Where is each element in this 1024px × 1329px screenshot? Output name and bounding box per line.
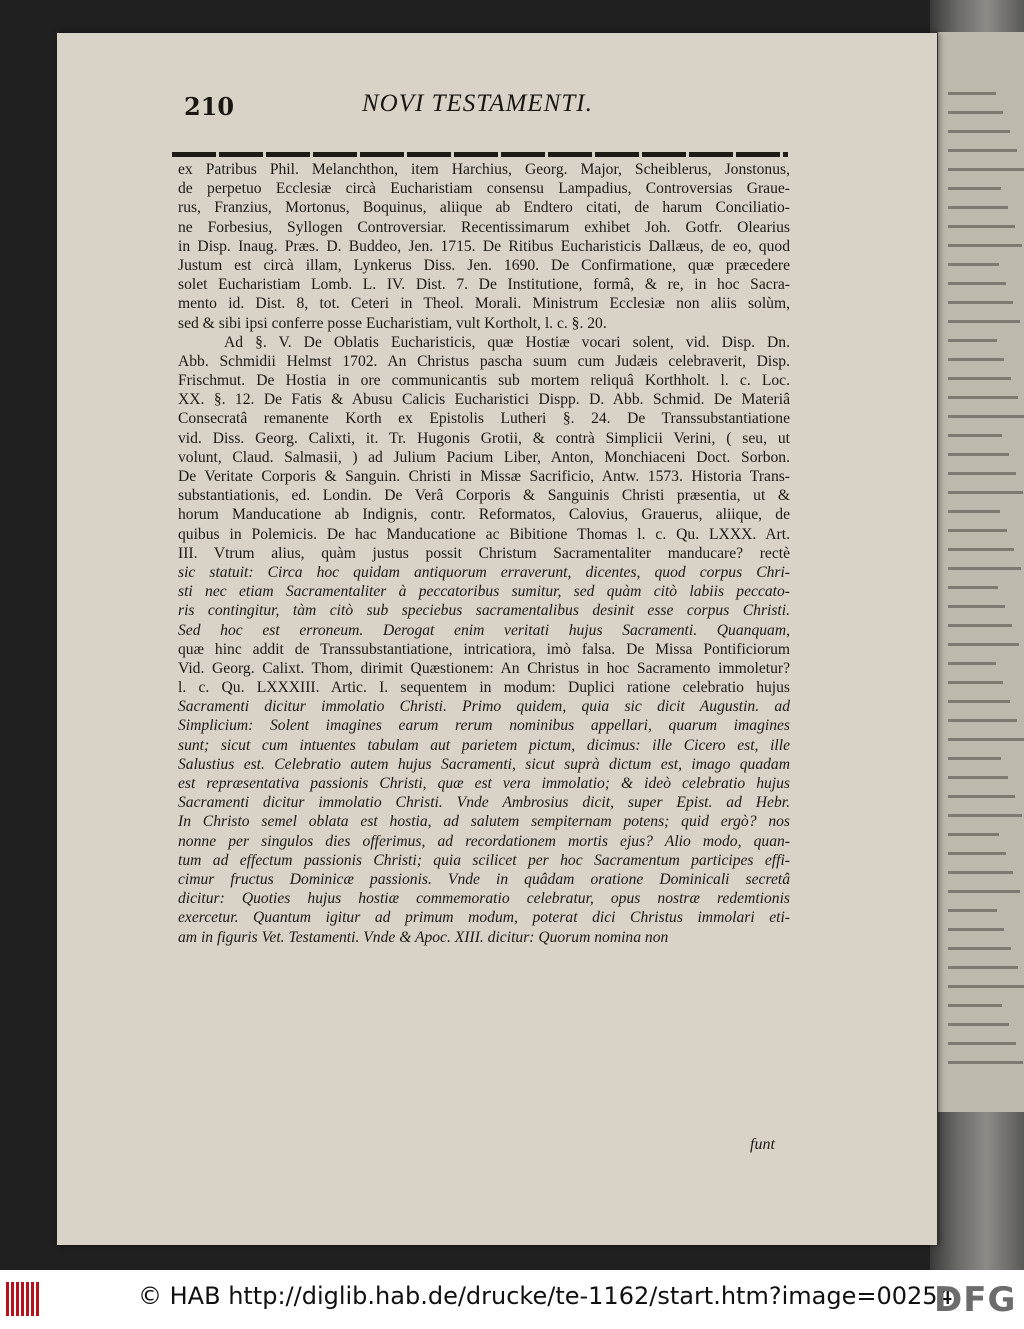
text-line: de perpetuo Ecclesiæ circà Eucharistiam consensu Lampadius, Controversias Graue-: [178, 180, 790, 198]
adjacent-page-line: [948, 966, 1018, 969]
adjacent-page-line: [948, 605, 1005, 608]
adjacent-page-line: [948, 681, 1003, 684]
text-line: III. Vtrum alius, quàm justus possit Christum Sacramentaliter manducare? rectè: [178, 544, 790, 562]
text-line: sti nec etiam Sacramentaliter à peccatoribus sumitur, sed quàm citò labiis peccato-: [178, 583, 790, 601]
adjacent-page-line: [948, 225, 1015, 228]
adjacent-page-line: [948, 567, 1021, 570]
adjacent-page-line: [948, 947, 1011, 950]
text-line: ex Patribus Phil. Melanchthon, item Harchius, Georg. Major, Scheiblerus, Jonstonus,: [178, 161, 790, 178]
hab-logo-bar: [6, 1282, 9, 1316]
hab-logo-bar: [21, 1282, 24, 1316]
text-line: Simplicium: Solent imagines earum rerum nominibus appellari, quarum imagines: [178, 717, 790, 735]
adjacent-page-line: [948, 776, 1008, 779]
adjacent-page-line: [948, 1004, 1002, 1007]
text-line: tum ad effectum passionis Christi; quia scilicet per hoc Sacramentum participes effi-: [178, 851, 790, 869]
adjacent-page-line: [948, 263, 999, 266]
adjacent-page-line: [948, 301, 1013, 304]
text-line: Consecratâ remanente Korth ex Epistolis Lutheri §. 24. De Transsubstantiatione: [178, 410, 790, 428]
text-line: quæ hinc addit de Transsubstantiatione, intricatiora, imò falsa. De Missa Pontificiorum: [178, 640, 790, 658]
adjacent-page-line: [948, 320, 1020, 323]
adjacent-page-line: [948, 472, 1016, 475]
text-line: ne Forbesius, Syllogen Controversiar. Recentissimarum exhibet Joh. Gotfr. Olearius: [178, 218, 790, 236]
dfg-logo[interactable]: DFG: [934, 1280, 1017, 1320]
adjacent-page-line: [948, 719, 1017, 722]
hab-logo-bar: [26, 1282, 29, 1316]
adjacent-page-line: [948, 890, 1020, 893]
hab-logo-bar: [36, 1282, 39, 1316]
text-line: rus, Franzius, Mortonus, Boquinus, aliique ab Endtero citati, de harum Conciliatio-: [178, 199, 790, 217]
adjacent-page-line: [948, 852, 1006, 855]
adjacent-page-line: [948, 339, 997, 342]
adjacent-page-line: [948, 700, 1010, 703]
text-line: Justum est circà illam, Lynkerus Diss. Jen. 1690. De Confirmatione, quæ præcedere: [178, 256, 790, 274]
text-line: vid. Diss. Georg. Calixti, it. Tr. Hugonis Grotii, & contrà Simplicii Verini, ( seu, ut: [178, 429, 790, 447]
adjacent-page-line: [948, 358, 1004, 361]
text-line: Sed hoc est erroneum. Derogat enim veritati hujus Sacramenti. Quanquam,: [178, 621, 790, 639]
adjacent-page-line: [948, 111, 1003, 114]
adjacent-page-line: [948, 396, 1018, 399]
text-line: In Christo semel oblata est hostia, ad salutem sempiternam potens; quid ergò? nos: [178, 813, 790, 831]
text-line: exercetur. Quantum igitur ad primum modum, poterat dici Christus immolari eti-: [178, 909, 790, 927]
adjacent-page-line: [948, 1061, 1023, 1064]
adjacent-page-line: [948, 738, 1024, 741]
adjacent-page-line: [948, 624, 1012, 627]
adjacent-page-line: [948, 92, 996, 95]
page-header: [172, 88, 792, 128]
text-line: in Disp. Inaug. Præs. D. Buddeo, Jen. 1715. De Ritibus Eucharisticis Dallæus, de eo, quod: [178, 237, 790, 255]
hab-logo-bar: [11, 1282, 14, 1316]
text-line: Abb. Schmidii Helmst 1702. An Christus pascha suum cum Judæis celebraverit, Disp.: [178, 352, 790, 370]
text-line: solet Eucharistiam Lomb. L. IV. Dist. 7. De Institutione, formâ, & re, in hoc Sacra-: [178, 276, 790, 294]
adjacent-page-line: [948, 282, 1006, 285]
text-line: mento id. Dist. 8, tot. Ceteri in Theol. Morali. Ministrum Ecclesiæ non aliis solùm,: [178, 295, 790, 313]
adjacent-page-line: [948, 206, 1008, 209]
text-line: substantiationis, ed. Londin. De Verâ Corporis & Sanguinis Christi præsentia, ut &: [178, 487, 790, 505]
viewer-footer: [0, 1270, 1024, 1329]
adjacent-page-line: [948, 149, 1017, 152]
adjacent-page-line: [948, 586, 998, 589]
running-head: NOVI TESTAMENTI.: [362, 90, 593, 117]
text-line: horum Manducatione ab Indignis, contr. Reformatos, Calovius, Grauerus, aliique, de: [178, 506, 790, 524]
adjacent-page-line: [948, 833, 999, 836]
text-line: volunt, Claud. Salmasii, ) ad Julium Pacium Liber, Anton, Monchiaceni Doct. Sorbon.: [178, 448, 790, 466]
adjacent-page-line: [948, 168, 1024, 171]
text-line: XX. §. 12. De Fatis & Abusu Calicis Eucharistici Dispp. D. Abb. Schmid. De Materiâ: [178, 391, 790, 409]
adjacent-page-line: [948, 909, 997, 912]
header-rule: [172, 152, 788, 157]
adjacent-page-line: [948, 757, 1001, 760]
adjacent-page-line: [948, 453, 1009, 456]
page-number: 210: [184, 92, 235, 121]
text-line: cimur fructus Dominicæ passionis. Vnde in quâdam oratione Dominicali secretâ: [178, 870, 790, 888]
adjacent-page-line: [948, 814, 1022, 817]
hab-logo-icon[interactable]: [6, 1282, 44, 1316]
text-line: sed & sibi ipsi conferre posse Eucharistiam, vult Kortholt, l. c. §. 20.: [178, 314, 607, 332]
adjacent-page-line: [948, 643, 1019, 646]
text-line: quibus in Polemicis. De hac Manducatione ac Bibitione Thomas l. c. Qu. LXXX. Art.: [178, 525, 790, 543]
adjacent-page-line: [948, 415, 1024, 418]
text-line: am in figuris Vet. Testamenti. Vnde & Apoc. XIII. dicitur: Quorum nomina non: [178, 928, 669, 946]
adjacent-page-line: [948, 1042, 1016, 1045]
body-text: [178, 160, 790, 947]
adjacent-page-line: [948, 928, 1004, 931]
adjacent-page-line: [948, 548, 1014, 551]
adjacent-page-line: [948, 434, 1002, 437]
adjacent-page-line: [948, 662, 996, 665]
adjacent-page-line: [948, 377, 1011, 380]
text-line: ris contingitur, tàm citò sub speciebus sacramentalibus desinit esse corpus Christi.: [178, 602, 790, 620]
text-line: Sacramenti dicitur immolatio Christi. Vnde Ambrosius dicit, super Epist. ad Hebr.: [178, 794, 790, 812]
hab-logo-bar: [31, 1282, 34, 1316]
adjacent-page-line: [948, 795, 1015, 798]
text-line: nonne per singulos dies offerimus, ad recordationem mortis ejus? Alio modo, quan-: [178, 832, 790, 850]
source-credit-link[interactable]: © HAB http://diglib.hab.de/drucke/te-1162/start.htm?image=00254: [138, 1282, 953, 1310]
text-line: Vid. Georg. Calixt. Thom, dirimit Quæstionem: An Christus in hoc Sacramento immoletur?: [178, 659, 790, 677]
adjacent-page-edge: [938, 32, 1024, 1112]
text-line: est repræsentativa passionis Christi, quæ est vera immolatio; & ideò celebratio hujus: [178, 775, 790, 792]
text-line: l. c. Qu. LXXXIII. Artic. I. sequentem in modum: Duplici ratione celebratio hujus: [178, 679, 790, 697]
adjacent-page-line: [948, 244, 1022, 247]
adjacent-page-line: [948, 871, 1013, 874]
adjacent-page-line: [948, 187, 1001, 190]
catchword: funt: [750, 1136, 775, 1153]
adjacent-page-line: [948, 510, 1000, 513]
text-line: Frischmut. De Hostia in ore communicantis sub mortem reliquâ Korthholt. l. c. Loc.: [178, 372, 790, 390]
text-line: sunt; sicut cum intuentes tabulam aut parietem pictum, dicimus: ille Cicero est, ille: [178, 736, 790, 754]
adjacent-page-line: [948, 491, 1023, 494]
text-line: De Veritate Corporis & Sanguin. Christi in Missæ Sacrificio, Antw. 1573. Historia Trans-: [178, 468, 790, 485]
adjacent-page-line: [948, 529, 1007, 532]
adjacent-page-line: [948, 130, 1010, 133]
text-line: Salustius est. Celebratio autem hujus Sacramenti, sicut suprà dictum est, imago quadam: [178, 755, 790, 773]
text-line: Ad §. V. De Oblatis Eucharisticis, quæ Hostiæ vocari solent, vid. Disp. Dn.: [224, 333, 790, 351]
text-line: dicitur: Quoties hujus hostiæ commemoratio celebratur, opus nostræ redemtionis: [178, 890, 790, 908]
text-line: Sacramenti dicitur immolatio Christi. Primo quidem, quia sic dicit Augustin. ad: [178, 698, 790, 716]
adjacent-page-line: [948, 1023, 1009, 1026]
text-line: sic statuit: Circa hoc quidam antiquorum erraverunt, dicentes, quod corpus Chri-: [178, 563, 790, 581]
adjacent-page-line: [948, 985, 1024, 988]
hab-logo-bar: [16, 1282, 19, 1316]
